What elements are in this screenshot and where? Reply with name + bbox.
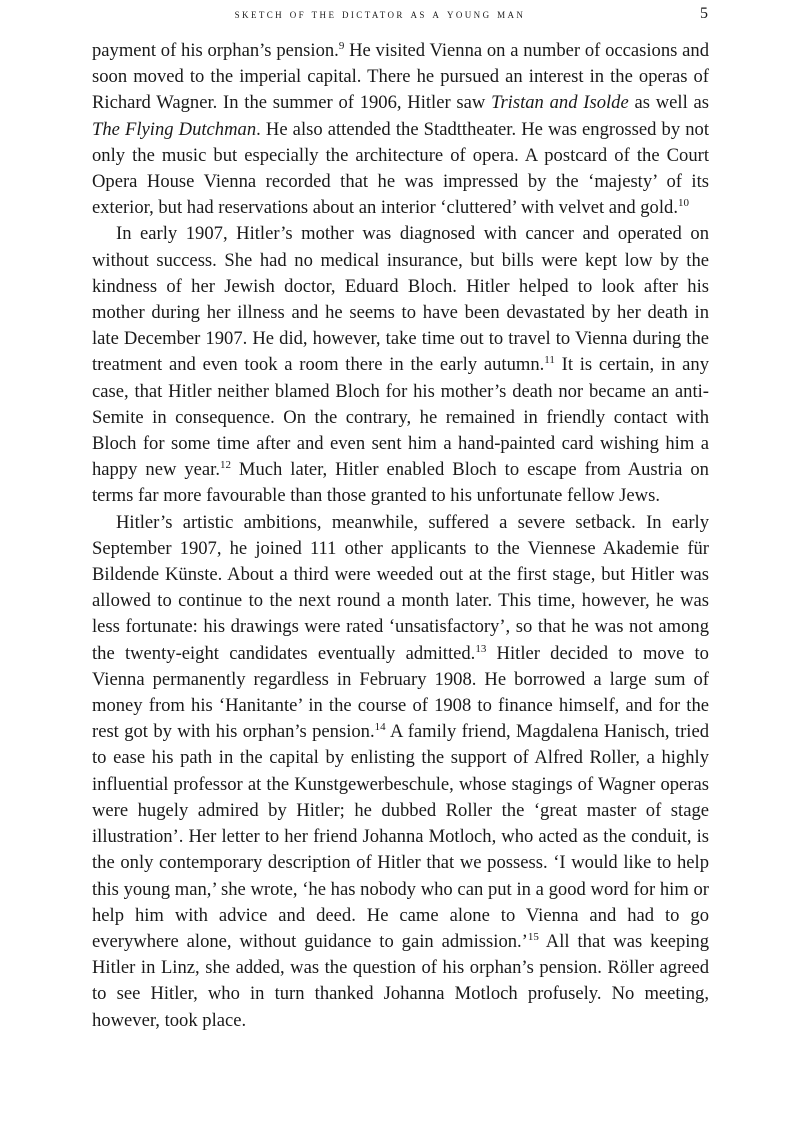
paragraph — [92, 221, 709, 509]
footnote-ref: 11 — [544, 354, 555, 367]
footnote-ref: 13 — [475, 642, 487, 655]
text-run: payment of his orphan’s pension. — [92, 40, 339, 61]
text-run: It is certain, in any case, that Hitler neither blamed Bloch for his mother’s death nor became an anti-Semite in consequence. On the contrary, he remained in friendly contact with Bloch for some time after and even sent him a hand-painted card wishing him a happy new year. — [92, 354, 709, 481]
text-run: Much later, Hitler enabled Bloch to escape from Austria on terms far more favourable than those granted to his unfortunate fellow Jews. — [92, 459, 709, 507]
body-text — [92, 38, 709, 1034]
paragraph — [92, 38, 709, 221]
footnote-ref: 14 — [374, 721, 386, 734]
footnote-ref: 15 — [527, 930, 539, 943]
footnote-ref: 12 — [219, 459, 231, 472]
paragraph — [92, 510, 709, 1034]
page-number: 5 — [700, 5, 708, 22]
footnote-ref: 9 — [338, 40, 345, 52]
text-run: Hitler’s artistic ambitions, meanwhile, suffered a severe setback. In early September 1907, he joined 111 other applicants to the Viennese Akademie für Bildende Künste. About a third were weeded out at the first stage, but Hitler was allowed to continue to the next round a month later. This time, however, he was less fortunate: his drawings were rated ‘unsatisfactory’, so that he was not among the twenty-eight candidates eventually admitted. — [92, 511, 709, 664]
text-run: In early 1907, Hitler’s mother was diagnosed with cancer and operated on without success. She had no medical insurance, but bills were kept low by the kindness of her Jewish doctor, Eduard Bloch. Hitler helped to look after his mother during her illness and he seems to have been devastated by her death in late December 1907. He did, however, take time out to travel to Vienna during the treatment and even took a room there in the early autumn. — [92, 223, 709, 376]
work-title: Tristan and Isolde — [491, 92, 629, 114]
footnote-ref: 10 — [677, 197, 689, 210]
text-run: Hitler decided to move to Vienna permanently regardless in February 1908. He borrowed a large sum of money from his ‘Hanitante’ in the course of 1908 to finance himself, and for the rest got by with his orphan’s pension. — [92, 642, 709, 743]
running-title: sketch of the dictator as a young man — [234, 6, 526, 21]
work-title: The Flying Dutchman — [92, 118, 257, 140]
text-run: A family friend, Magdalena Hanisch, tried to ease his path in the capital by enlisting the support of Alfred Roller, a highly influential professor at the Kunstgewerbeschule, whose stagings of Wagner operas were hugely admired by Hitler; he dubbed Roller the ‘great master of stage illustration’. Her letter to her friend Johanna Motloch, who acted as the conduit, is the only contemporary description of Hitler that we possess. ‘I would like to help this young man,’ she wrote, ‘he has nobody who can put in a good word for him or help him with advice and deed. He came alone to Vienna and had to go everywhere alone, without guidance to gain admission.’ — [92, 721, 709, 952]
text-run: as well as — [628, 92, 709, 114]
text-run: All that was keeping Hitler in Linz, she added, was the question of his orphan’s pension. Röller agreed to see Hitler, who in turn thanked Johanna Motloch profusely. No meeting, however, took place. — [92, 930, 710, 1031]
text-run: . He also attended the Stadttheater. He was engrossed by not only the music but especially the architecture of opera. A postcard of the Court Opera House Vienna recorded that he was impressed by the ‘majesty’ of its exterior, but had reservations about an interior ‘cluttered’ with velvet and gold. — [92, 118, 709, 219]
running-head — [92, 6, 708, 26]
text-run: He visited Vienna on a number of occasions and soon moved to the imperial capital. There he pursued an interest in the operas of Richard Wagner. In the summer of 1906, Hitler saw — [92, 40, 709, 114]
